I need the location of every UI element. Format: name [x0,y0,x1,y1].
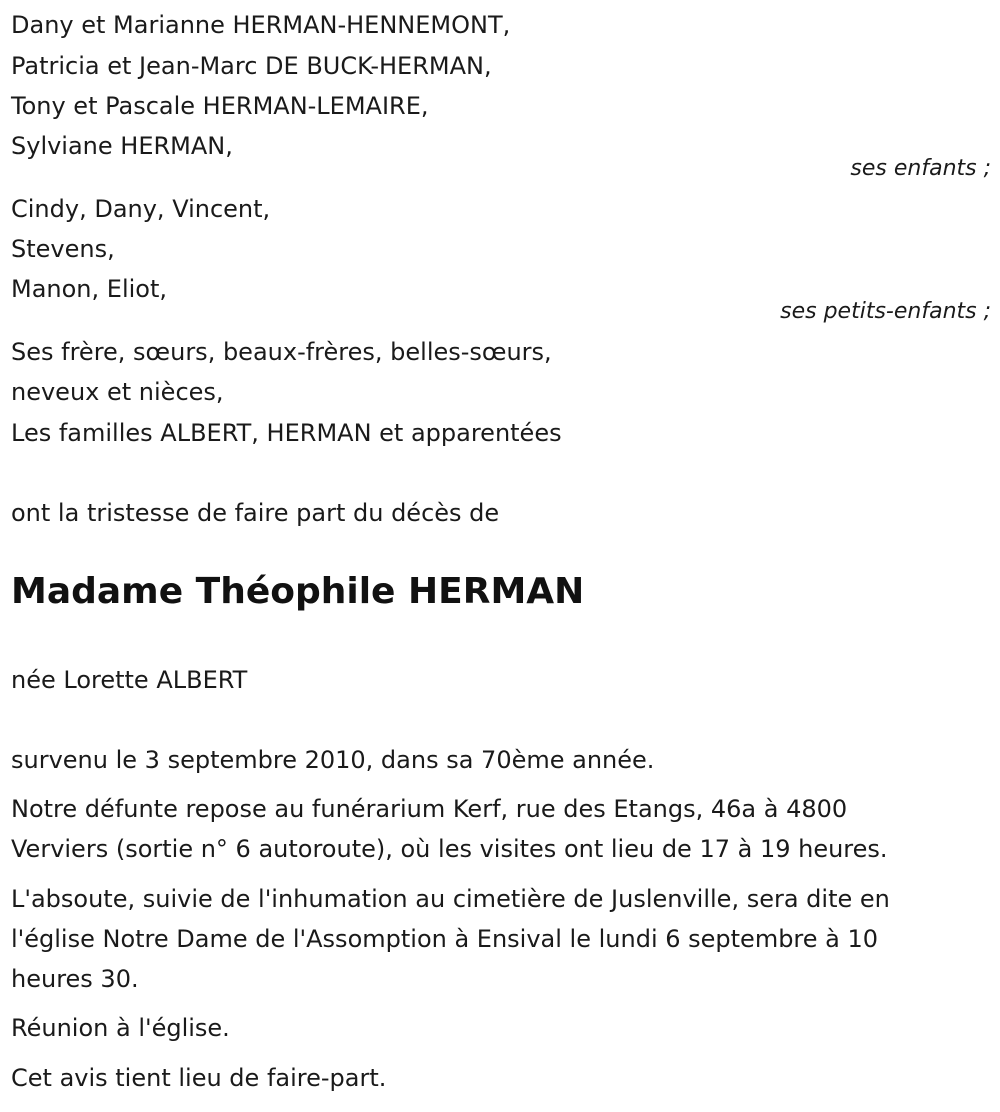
repose-line: Notre défunte repose au funérarium Kerf, rue des Etangs, 46a à 4800 [11,795,848,823]
death-date-text: survenu le 3 septembre 2010, dans sa 70ème année. [11,746,655,774]
service-line: l'église Notre Dame de l'Assomption à Ensival le lundi 6 septembre à 10 [11,925,879,953]
grandchild-line: Cindy, Dany, Vincent, [11,195,271,223]
deceased-name: Madame Théophile HERMAN [11,571,585,612]
grandchild-line: Manon, Eliot, [11,275,167,303]
child-line: Dany et Marianne HERMAN-HENNEMONT, [11,11,511,39]
grandchild-line: Stevens, [11,235,115,263]
meeting-text: Réunion à l'église. [11,1014,230,1042]
service-line: heures 30. [11,965,139,993]
child-line: Patricia et Jean-Marc DE BUCK-HERMAN, [11,52,492,80]
obituary-notice [11,0,991,1112]
child-line: Tony et Pascale HERMAN-LEMAIRE, [11,92,429,120]
birth-name: née Lorette ALBERT [11,666,248,694]
grandchildren-role-label: ses petits-enfants ; [780,299,991,324]
family-line: neveux et nièces, [11,378,224,406]
announcement-text: ont la tristesse de faire part du décès de [11,499,500,527]
repose-line: Verviers (sortie n° 6 autoroute), où les visites ont lieu de 17 à 19 heures. [11,835,888,863]
family-line: Les familles ALBERT, HERMAN et apparentées [11,419,562,447]
service-line: L'absoute, suivie de l'inhumation au cimetière de Juslenville, sera dite en [11,885,890,913]
family-line: Ses frère, sœurs, beaux-frères, belles-sœurs, [11,338,552,366]
notice-text: Cet avis tient lieu de faire-part. [11,1064,387,1092]
children-role-label: ses enfants ; [850,156,991,181]
child-line: Sylviane HERMAN, [11,132,233,160]
